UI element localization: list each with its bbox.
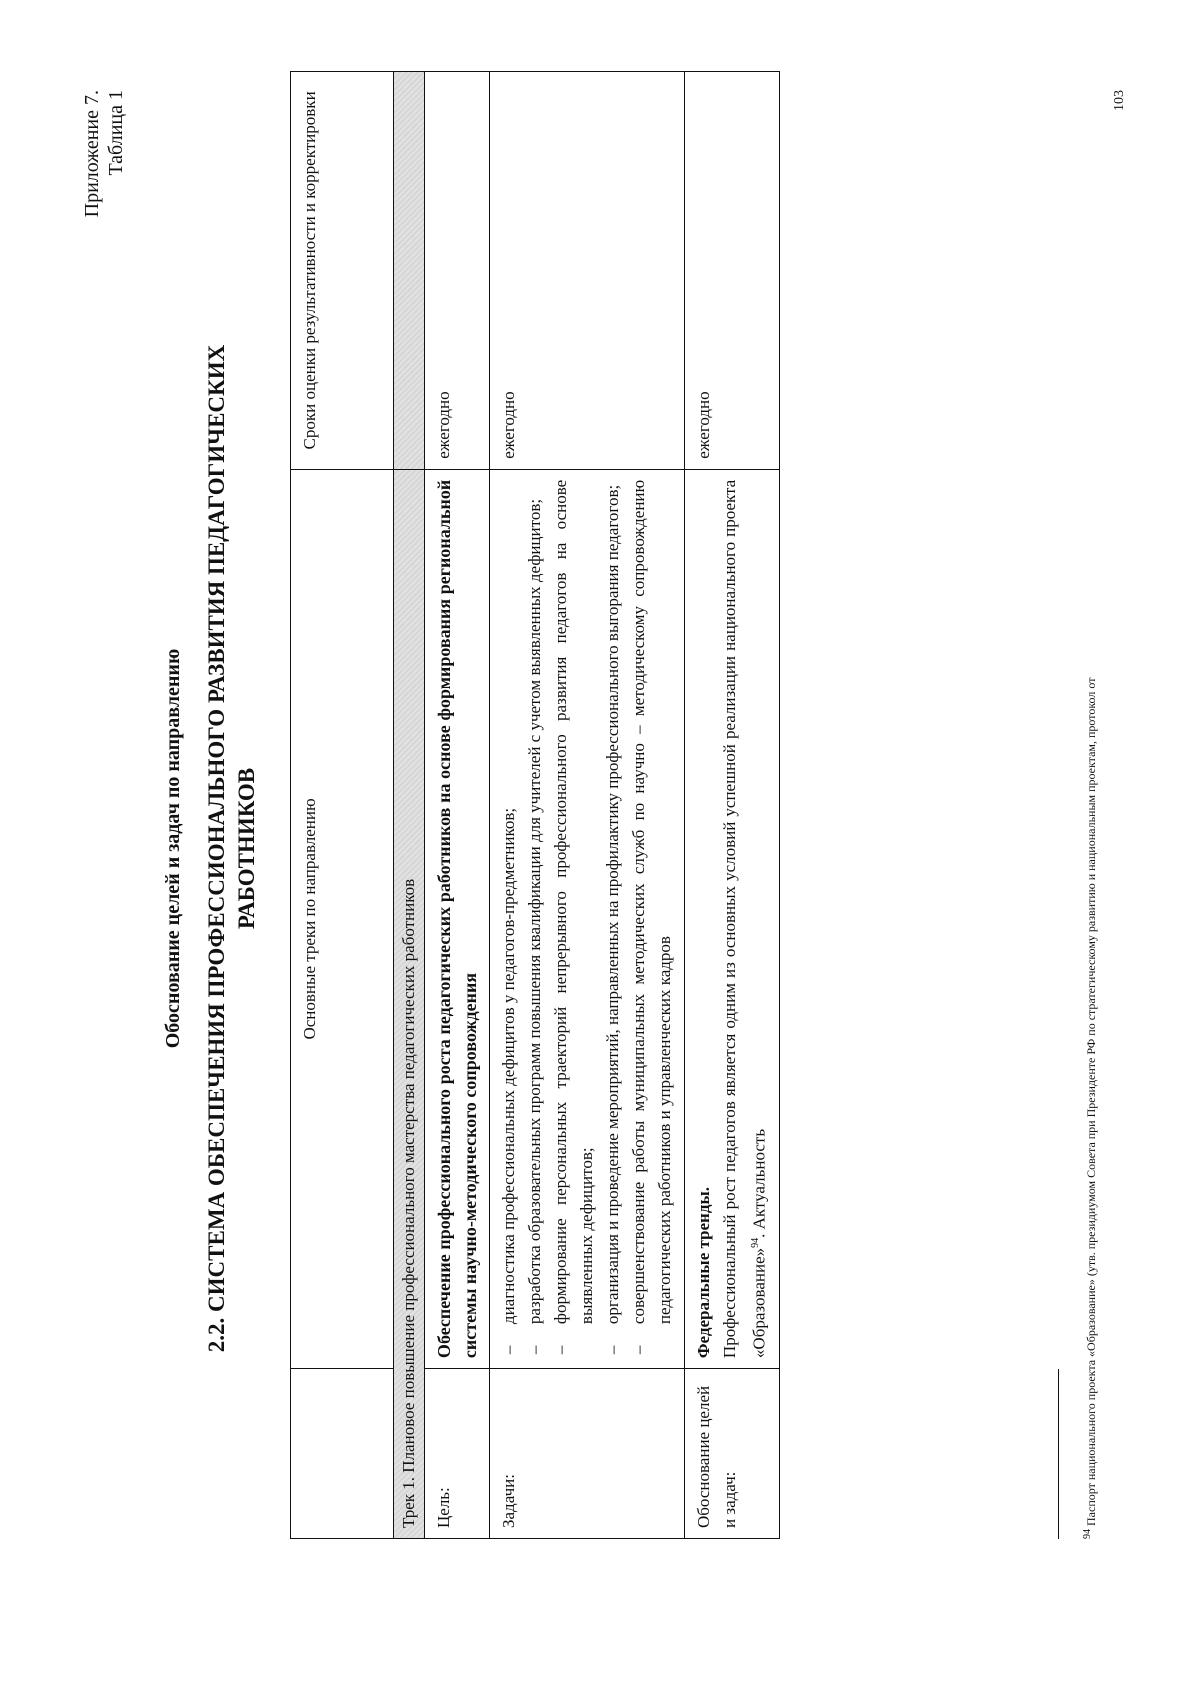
header-tracks: Основные треки по направлению [291,469,394,1368]
tasks-list [496,480,678,1358]
tasks-term: ежегодно [490,72,685,470]
rationale-text-b: . Актуальность [749,1128,769,1238]
appendix-label [80,90,128,217]
track-term-cell [394,72,425,470]
footnote-text: Паспорт национального проекта «Образование» (утв. президиумом Совета при Президенте РФ по стратегическому развитию и национальным проектам, протокол от [1084,677,1098,1526]
rationale-text [717,480,773,1358]
rationale-cell [685,469,780,1368]
goal-text: Обеспечение профессионального роста педагогических работников на основе формирования региональной системы научно-методического сопровождения [425,469,490,1368]
appendix-number: Приложение 7. [81,90,103,218]
rationale-term: ежегодно [685,72,780,470]
list-item: – формирование персональных траекторий непрерывного профессионального развития педагогов на основе выявленных дефицитов; [548,480,600,1358]
list-item: – совершенствование работы муниципальных методических служб по научно – методическому сопровождению педагогических работников и управленческих кадров [626,480,678,1358]
header-terms: Сроки оценки результативности и корректировки [291,72,394,470]
list-item: – разработка образовательных программ повышения квалификации для учителей с учетом выявленных дефицитов; [522,480,548,1358]
document-heading: Обоснование целей и задач по направлению [162,648,184,1049]
tasks-row [490,72,685,1539]
tasks-label: Задачи: [490,1369,685,1539]
footnote-divider [1058,1369,1059,1539]
rationale-row [685,72,780,1539]
tracks-table [290,71,780,1539]
list-item: – диагностика профессиональных дефицитов у педагогов-предметников; [496,480,522,1358]
goal-term: ежегодно [425,72,490,470]
tasks-cell [490,469,685,1368]
section-title: 2.2. СИСТЕМА ОБЕСПЕЧЕНИЯ ПРОФЕССИОНАЛЬНОГО РАЗВИТИЯ ПЕДАГОГИЧЕСКИХ РАБОТНИКОВ [204,344,259,1353]
footnote-ref[interactable]: 94 [750,1237,761,1248]
track-title: Трек 1. Плановое повышение профессионального мастерства педагогических работников [394,469,425,1538]
footnote [1080,89,1099,1539]
table-number: Таблица 1 [105,90,127,176]
header-empty-cell [291,1369,394,1539]
goal-row [425,72,490,1539]
track-row [394,72,425,1539]
list-item: – организация и проведение мероприятий, направленных на профилактику профессионального выгорания педагогов; [600,480,626,1358]
page-number: 103 [1112,90,1127,111]
rationale-text-a: Профессиональный рост педагогов является одним из основных условий успешной реализации национального проекта «Образование» [720,479,769,1359]
rationale-title: Федеральные тренды. [694,1187,713,1359]
footnote-mark: 94 [1082,1529,1093,1539]
table-header-row [291,72,394,1539]
goal-label: Цель: [425,1369,490,1539]
rationale-label: Обоснование целей и задач: [685,1369,780,1539]
